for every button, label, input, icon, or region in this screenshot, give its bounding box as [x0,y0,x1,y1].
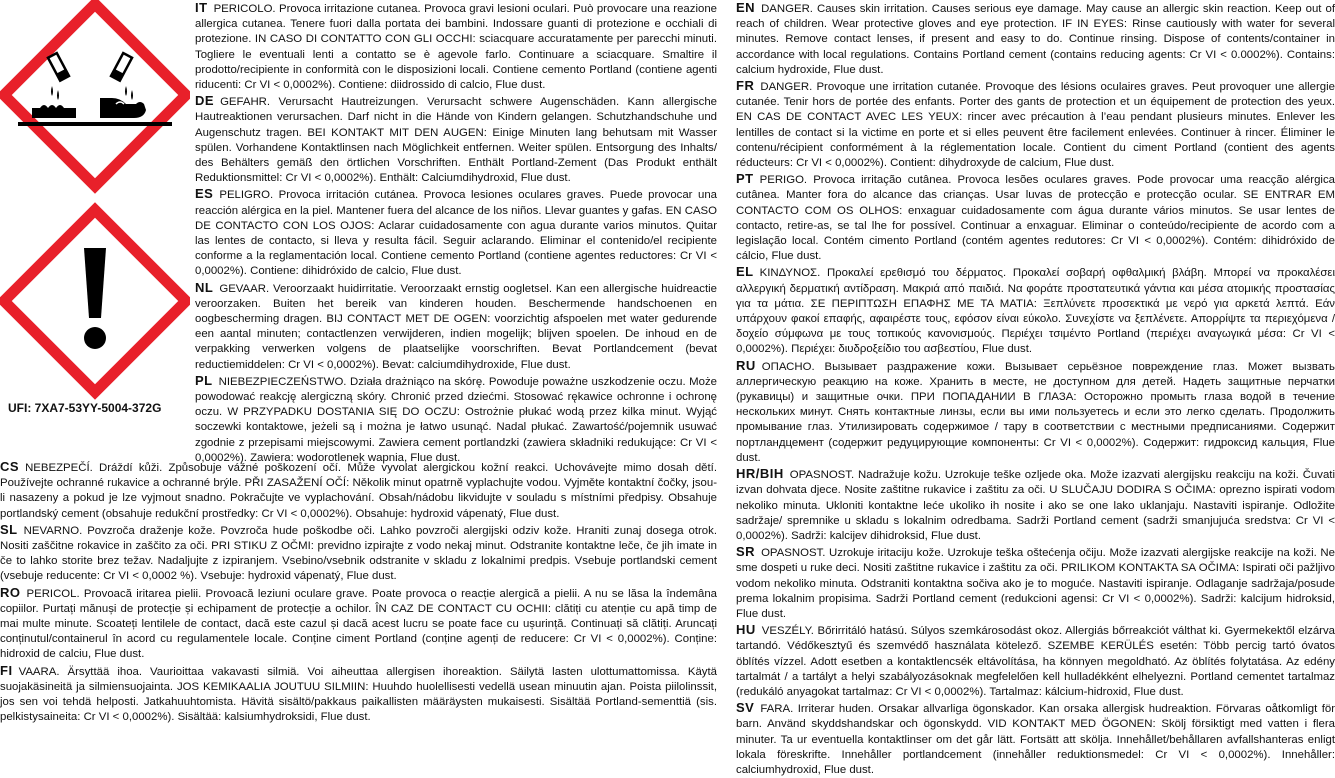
language-code: EN [736,0,756,15]
warning-text: DANGER. Provoque une irritation cutanée. Provoque des lésions oculaires graves. Peut provoquer une allergie cutanée. Tenir hors de portée des enfants. Porter des gants de protection et un équipement de protection des yeux. EN CAS DE CONTACT AVEC LES YEUX: rincer avec précaution à l’eau pendant plusieurs minutes. Enlever les lentilles de contact si la victime en porte et si elles peuvent être facilement enlevées. Continuer à rincer. Éliminer le contenu/récipient conformément à la réglementation locale. Contient du ciment Portland (contient des agents réducteurs: Cr VI < 0,0002%). Contient: dihydroxyde de calcium, Flue dust. [736,81,1335,170]
warning-text: VESZÉLY. Bőrirritáló hatású. Súlyos szemkárosodást okoz. Allergiás bőrreakciót válthat ki. Gyermekektől elzárva tartandó. Védőkesztyű és szemvédő használata kötelező. SZEMBE KERÜLÉS esetén: Több percig tartó óvatos öblítés vízzel. Adott esetben a kontaktlencsék eltávolítása, ha könnyen megoldható. Az öblítés folytatása. Az edény tartalmát / a tartályt a helyi szabályozásoknak megfelelően kell hulladékként elhelyezni. Portland cementet tartalmaz (redukáló anyagokat tartalmaz: Cr VI < 0,0002%). Tartalmaz: kálcium-hidroxid, Flue dust. [736,625,1335,698]
hazard-pictograms-svg [0,0,190,400]
language-code: RU [736,357,756,373]
language-code: DE [195,93,215,109]
warning-text: NEBEZPEČÍ. Dráždí kůži. Způsobuje vážné poškození očí. Může vyvolat alergickou kožní reakci. Uchovávejte mimo dosah dětí. Používejte ochranné rukavice a ochranné brýle. PŘI ZASAŽENÍ OČÍ: Několik minut opatrně vyplachujte vodou. Vyjměte kontaktní čočky, jsou-li nasazeny a pokud je lze vyjmout snadno. Pokračujte ve vyplachování. Obsah/nádobu likvidujte v souladu s místními předpisy. Obsahuje portlandský cement (obsahuje redukční prostředky: Cr VI < 0,0002%). Obsahuje: hydroxid vápenatý, Flue dust. [0,462,717,520]
warning-paragraph-en [736,0,1335,78]
warning-paragraph-sr [736,544,1335,622]
warning-paragraph-de [195,93,717,186]
warning-text: ОПАСНО. Вызывает раздражение кожи. Вызывает серьёзное повреждение глаз. Может вызвать аллергическую реакцию на коже. Хранить в месте, не доступном для детей. Надеть защитные перчатки (рукавицы) и защитные очки. ПРИ ПОПАДАНИИ В ГЛАЗА: Осторожно промыть глаза водой в течение нескольких минут. Снять контактные линзы, если вы ими пользуетесь и если это легко сделать. Продолжить промывание глаз. Утилизировать содержимое / тару в соответствии с местными предписаниями. Содержит портландцемент (содержит редуцирующие компоненты: Cr VI < 0,0002%). Содержит: гидроксид кальция, Flue dust. [736,360,1335,464]
language-code: HR/BIH [736,466,784,482]
language-code: PT [736,171,754,187]
warning-paragraph-el [736,264,1335,357]
warning-paragraph-sl [0,522,717,585]
warning-text: VAARA. Ärsyttää ihoa. Vaurioittaa vakavasti silmiä. Voi aiheuttaa allergisen ihoreaktion. Säilytä lasten ulottumattomissa. Käytä suojakäsineitä ja silmiensuojainta. JOS KEMIKAALIA JOUTUU SILMIIN: Huuhdo huolellisesti vedellä usean minuutin ajan. Poista piilolinssit, jos sen voi tehdä helposti. Jatkahuuhtomista. Hävitä sisältö/pakkaus paikallisten määräysten mukaisesti. Sisältää Portland-sementtiä (sis. pelkistysaineita: Cr VI < 0,0002%). Sisältää: kalsiumhydroksidi, Flue dust. [0,665,717,724]
language-code: ES [195,186,214,202]
warning-text: GEVAAR. Veroorzaakt huidirritatie. Veroorzaakt ernstig oogletsel. Kan een allergische huidreactie veroorzaken. Buiten het bereik van kinderen houden. Beschermende handschoenen en oogbescherming dragen. BIJ CONTACT MET DE OGEN: voorzichtig afspoelen met water gedurende een aantal minuten; contactlenzen verwijderen, indien mogelijk; blijven spoelen. De inhoud en de verpakking verwerken volgens de plaatselijke voorschriften. Bevat Portlandcement (bevat reductiemiddelen: Cr VI < 0,0002%). Bevat: calciumdihydroxide, Flue dust. [195,282,717,371]
warning-text: OPASNOST. Uzrokuje iritaciju kože. Uzrokuje teška oštećenja očiju. Može izazvati alergijske reakcije na koži. Ne sme dospeti u ruke deci. Nositi zaštitne rukavice i zaštitu za oči. PRILIKOM KONTAKTA SA OČIMA: Ispirati oči pažljivo vodom nekoliko minuta. Odstraniti kontaktna sočiva ako je to moguće. Nastaviti ispiranje. Odlaganje sadržaja/posude prema lokalnim propisima. Sadrži Portland cement (redukcioni agensi: Cr VI < 0,0002%). Sadrži: kalcijum hidroksid, Flue dust. [736,547,1335,620]
language-code: SV [736,700,755,716]
warning-paragraph-ro [0,585,717,663]
warning-text: GEFAHR. Verursacht Hautreizungen. Verursacht schwere Augenschäden. Kann allergische Hautreaktionen verursachen. Darf nicht in die Hände von Kindern gelangen. Schutzhandschuhe und Augenschutz tragen. BEI KONTAKT MIT DEN AUGEN: Einige Minuten lang behutsam mit Wasser spülen. Vorhandene Kontaktlinsen nach Möglichkeit entfernen. Weiter spülen. Entsorgung des Inhalts/ des Behälters gemäß den örtlichen Vorschriften. Enthält Portland-Zement (Das Produkt enthält Reduktionsmittel: Cr VI < 0,0002%). Enthält: Calciumdihydroxid, Flue dust. [195,96,717,185]
warning-text: NEVARNO. Povzroča draženje kože. Povzroča hude poškodbe oči. Lahko povzroči alergijski odziv kože. Hraniti zunaj dosega otrok. Nositi zaščitne rokavice in zaščito za oči. PRI STIKU Z OČMI: previdno izpirajte z vodo nekaj minut. Odstranite kontaktne leče, če jih imate in če to lahko storite brez težav. Nadaljujte z izpiranjem. Vsebino/vsebnik odstranite v skladu z lokalnimi predpis. Vsebuje portlandski cement (vsebuje reducente: Cr VI < 0,0002 %). Vsebuje: hydroxid vápenatý, Flue dust. [0,524,717,583]
warning-text: PERICOL. Provoacă iritarea pielii. Provoacă leziuni oculare grave. Poate provoca o reacție alergică a pielii. A nu se lăsa la îndemâna copiilor. Purtați mănuși de protecție și echipament de protecție a ochilor. ÎN CAZ DE CONTACT CU OCHII: clătiți cu atenție cu apă timp de mai multe minute. Scoateți lentilele de contact, dacă este cazul și dacă acest lucru se poate face cu ușurință. Continuați să clătiți. Aruncați conținutul/containerul în acord cu regulamentele locale. Conține ciment Portland (conține agenți de reducere: Cr VI < 0,0002%). Conține: hidroxid de calciu, Flue dust. [0,587,717,661]
warning-text: PELIGRO. Provoca irritación cutánea. Provoca lesiones oculares graves. Puede provocar una reacción alérgica en la piel. Mantener fuera del alcance de los niños. Llevar guantes y gafas. EN CASO DE CONTACTO CON LOS OJOS: Aclarar cuidadosamente con agua durante varios minutos. Quitar las lentes de contacto, si lleva y resulta fácil. Seguir aclarando. Eliminar el contenido/el recipiente conforme a la reglamentación local. Contiene cemento Portland (contiene agentes reductores: Cr VI < 0,0002%). Contiene: dihidróxido de calcio, Flue dust. [195,189,717,278]
ufi-code: UFI: 7XA7-53YY-5004-372G [8,401,162,415]
warning-paragraph-sv [736,700,1335,778]
warning-column-right [736,0,1335,778]
warning-paragraph-pt [736,171,1335,264]
warning-text: NIEBEZPIECZEŃSTWO. Działa drażniąco na skórę. Powoduje poważne uszkodzenie oczu. Może powodować reakcję alergiczną skóry. Chronić przed dziećmi. Stosować rękawice ochronne i ochronę oczu. W PRZYPADKU DOSTANIA SIĘ DO OCZU: Ostrożnie płukać wodą przez kilka minut. Wyjąć soczewki kontaktowe, jeżeli są i można je łatwo usunąć. Nadal płukać. Zawartość/pojemnik usuwać zgodnie z przepisami miejscowymi. Zawiera cement portlandzki (zawiera składniki redukujące: Cr VI < 0,0002%). Zawiera: wodorotlenek wapnia, Flue dust. [195,375,717,464]
warning-paragraph-es [195,186,717,279]
warning-paragraph-fr [736,78,1335,171]
corrosion-icon [4,4,186,186]
warning-text: DANGER. Causes skin irritation. Causes serious eye damage. May cause an allergic skin reaction. Keep out of reach of children. Wear protective gloves and eye protection. IF IN EYES: Rinse cautiously with water for several minutes. Remove contact lenses, if present and easy to do. Continue rinsing. Dispose of contents/container in accordance with local regulations. Contains Portland cement (contains reducing agents: Cr VI < 0.0002%). Contains: calcium hydroxide, Flue dust. [736,3,1335,76]
warning-paragraph-fi [0,663,717,726]
language-code: NL [195,279,214,295]
warning-text: FARA. Irriterar huden. Orsakar allvarliga ögonskador. Kan orsaka allergisk hudreaktion. Förvaras oåtkomligt för barn. Använd skyddshandskar och ögonskydd. VID KONTAKT MED ÖGONEN: Skölj försiktigt med vatten i flera minuter. Ta ur eventuella kontaktlinser om det går lätt. Fortsätt att skölja. Innehållet/behållaren avfallshanteras enligt lokala föreskrifte. Innehåller portlandcement (innehåller reduktionsmedel: Cr VI < 0,0002%). Innehåller: calciumhydroxid, Flue dust. [736,703,1335,776]
language-code: FI [0,662,13,678]
warning-paragraph-cs [0,459,717,522]
language-code: RO [0,584,21,600]
warning-text: PERIGO. Provoca irritação cutânea. Provoca lesões oculares graves. Pode provocar uma reacção alérgica cutânea. Manter fora do alcance das crianças. Usar luvas de protecção e protecção ocular. SE ENTRAR EM CONTACTO COM OS OLHOS: enxaguar cuidadosamente com água durante vários minutos. Se usar lentes de contacto, retire-as, se tal lhe for possível. Continuar a enxaguar. Eliminar o conteúdo/recipiente de acordo com a legislação local. Contém cimento Portland (contém agentes redutores: Cr VI < 0,0002%). Contém: dihidróxido de cálcio, Flue dust. [736,174,1335,263]
exclamation-mark-icon [4,210,186,392]
warning-paragraph-nl [195,280,717,373]
hazard-pictograms [0,0,190,405]
language-code: FR [736,78,755,94]
warning-paragraph-it [195,0,717,93]
warning-paragraph-hu [736,622,1335,700]
warning-text: PERICOLO. Provoca irritazione cutanea. Provoca gravi lesioni oculari. Può provocare una reazione allergica cutanea. Tenere fuori dalla portata dei bambini. Indossare guanti di protezione e occhiali di protezione. IN CASO DI CONTATTO CON GLI OCCHI: sciacquare accuratamente per parecchi minuti. Togliere le eventuali lenti a contatto se è agevole farlo. Continuare a sciacquare. Smaltire il prodotto/recipiente in conformità con le disposizioni locali. Contiene cemento Portland (contiene agenti riducenti: Cr VI < 0,0002%). Contiene: diidrossido di calcio, Flue dust. [195,3,717,92]
warning-paragraph-pl [195,373,717,466]
language-code: SR [736,544,756,560]
language-code: CS [0,459,20,474]
warning-paragraph-ru [736,358,1335,466]
language-code: PL [195,372,213,388]
warning-text: OPASNOST. Nadražuje kožu. Uzrokuje teške ozljede oka. Može izazvati alergijsku reakciju na koži. Čuvati izvan dohvata djece. Nosite zaštitne rukavice i zaštitu za oči. U SLUČAJU DODIRA S OČIMA: oprezno ispirati vodom nekoliko minuta. Ukloniti kontaktne leće ukoliko ih nosite i ako se one lako uklanjaju. Nastaviti ispiranje. Odložite sadržaje/ spremnike u skladu s lokalnim odredbama. Sadrži Portland cement (sadrži smanjujuća sredstva: Cr VI < 0,0002%). Sadrži: kalcijev dihidroksid, Flue dust. [736,469,1335,542]
warning-column-top-left [195,0,717,466]
warning-column-bottom-left [0,459,717,725]
warning-paragraph-hr-bih [736,466,1335,544]
warning-text: ΚΙΝΔΥΝΟΣ. Προκαλεί ερεθισμό του δέρματος. Προκαλεί σοβαρή οφθαλμική βλάβη. Μπορεί να προκαλέσει αλλεργική δερματική αντίδραση. Μακριά από παιδιά. Να φοράτε προστατευτικά γάντια και μέσα ατομικής προστασίας για τα μάτια. ΣΕ ΠΕΡΙΠΤΩΣΗ ΕΠΑΦΗΣ ΜΕ ΤΑ ΜΑΤΙΑ: Ξεπλύνετε προσεκτικά με νερό για αρκετά λεπτά. Εάν υπάρχουν φακοί επαφής, αφαιρέστε τους, εφόσον είναι εύκολο. Συνεχίστε να ξεπλένετε. Απορρίψτε τα περιεχόμενα / δοχείο σύμφωνα με τους τοπικούς κανονισμούς. Περιέχει τσιμέντο Portland (περιέχει αναγωγικά μέσα: Cr VI < 0,0002%). Περιέχει: διυδροξείδιο του ασβεστίου, Flue dust. [736,267,1335,356]
language-code: HU [736,622,756,638]
language-code: SL [0,521,18,537]
language-code: IT [195,0,208,15]
language-code: EL [736,264,754,280]
